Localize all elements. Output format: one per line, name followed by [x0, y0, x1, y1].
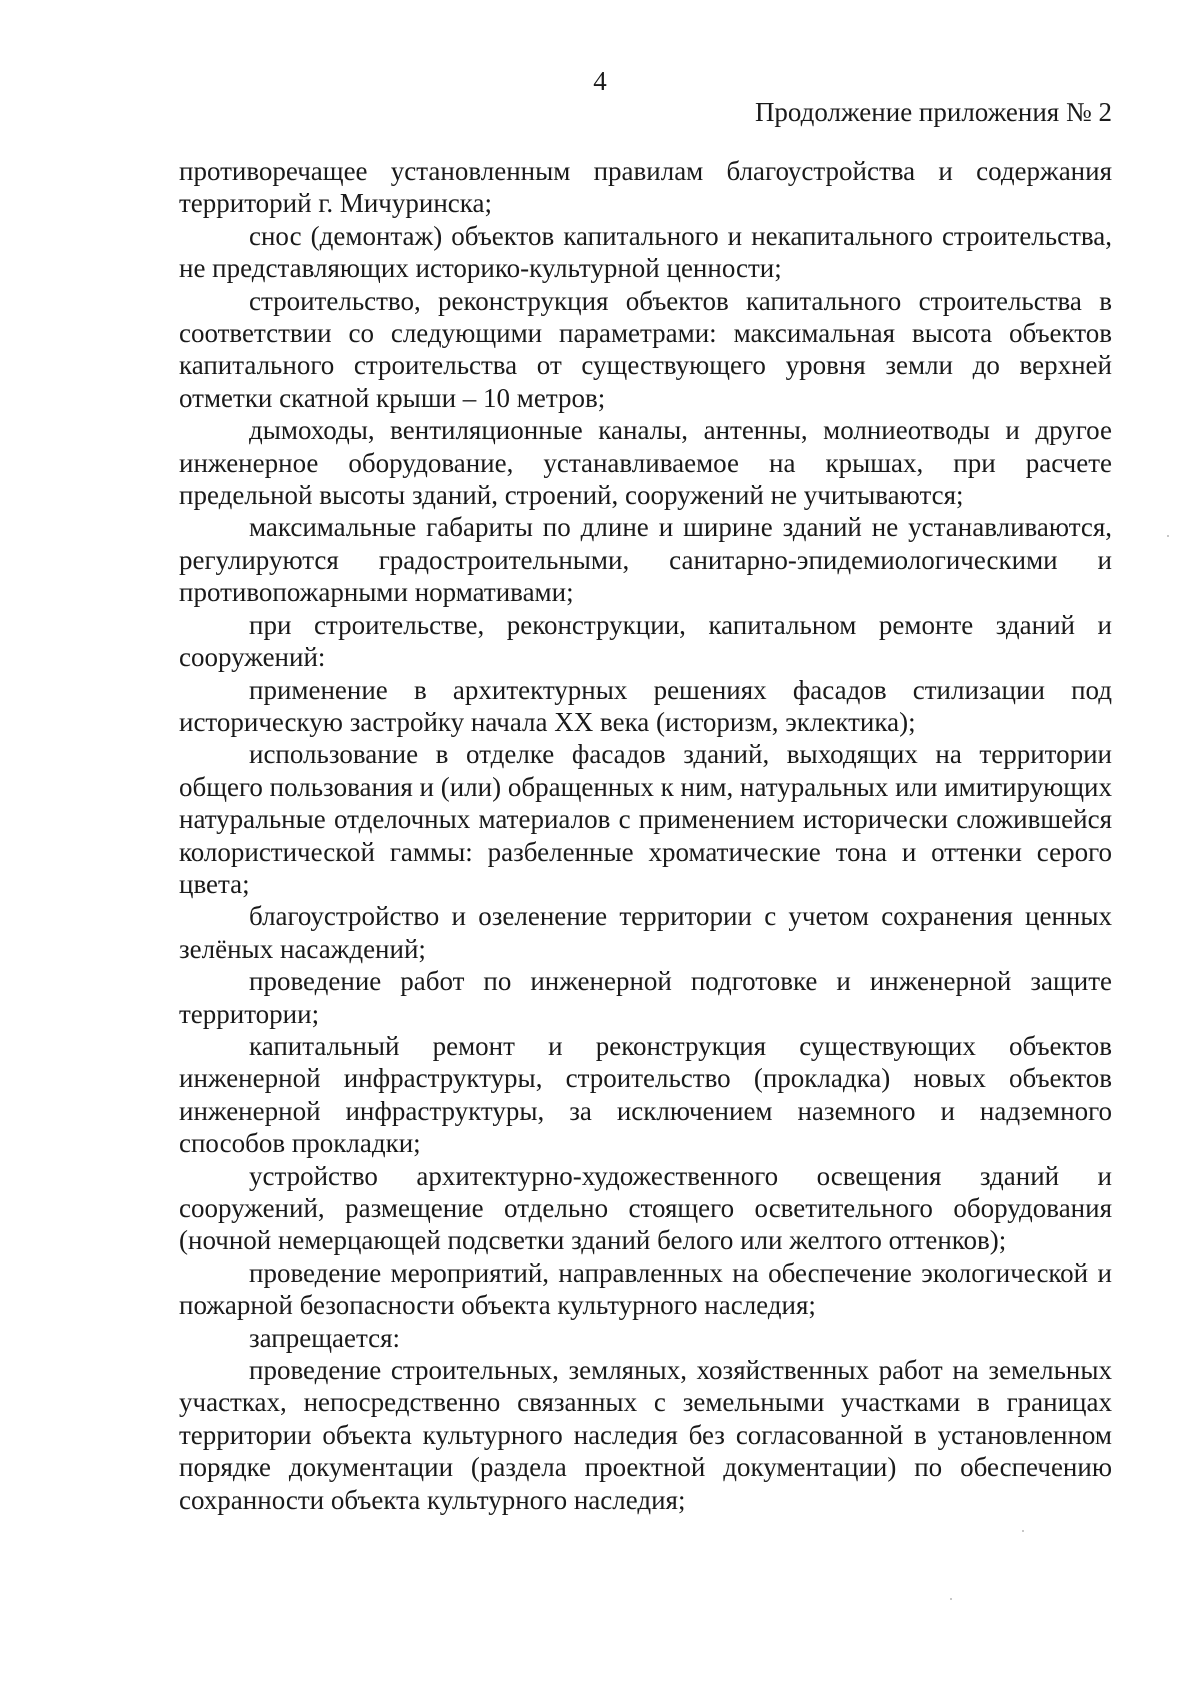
paragraph: строительство, реконструкция объектов капитального строительства в соответствии со следующими параметрами: максимальная высота объектов капитального строительства от существующего уровня земли до верхней отметки скатной крыши – 10 метров;	[179, 285, 1112, 413]
paragraph: проведение работ по инженерной подготовке и инженерной защите территории;	[179, 966, 1112, 1029]
paragraph: при строительстве, реконструкции, капитальном ремонте зданий и сооружений:	[179, 609, 1112, 673]
paragraph: дымоходы, вентиляционные каналы, антенны, молниеотводы и другое инженерное оборудование, устанавливаемое на крышах, при расчете предельной высоты зданий, строений, сооружений не учитываются;	[179, 415, 1112, 511]
paragraph: проведение мероприятий, направленных на обеспечение экологической и пожарной безопасности объекта культурного наследия;	[179, 1257, 1112, 1321]
paragraph: капитальный ремонт и реконструкция существующих объектов инженерной инфраструктуры, строительство (прокладка) новых объектов инженерной инфраструктуры, за исключением наземного и надземного способов прокладки;	[179, 1030, 1112, 1159]
scan-speck	[1167, 535, 1169, 537]
paragraph: проведение строительных, земляных, хозяйственных работ на земельных участках, непосредственно связанных с земельными участками в границах территории объекта культурного наследия без согласованной в установленном порядке документации (раздела проектной документации) по обеспечению сохранности объекта культурного наследия;	[179, 1355, 1112, 1515]
document-body	[179, 155, 1112, 1516]
paragraph: максимальные габариты по длине и ширине зданий не устанавливаются, регулируются градостроительными, санитарно-эпидемиологическими и противопожарными нормативами;	[179, 512, 1112, 608]
paragraph: благоустройство и озеленение территории с учетом сохранения ценных зелёных насаждений;	[179, 901, 1112, 964]
scan-speck	[1022, 1530, 1024, 1532]
appendix-header-note: Продолжение приложения № 2	[754, 97, 1112, 127]
scan-speck	[950, 1598, 952, 1600]
paragraph: запрещается:	[249, 1322, 401, 1353]
paragraph: противоречащее установленным правилам благоустройства и содержания территорий г. Мичуринска;	[179, 156, 1112, 219]
paragraph: применение в архитектурных решениях фасадов стилизации под историческую застройку начала XX века (историзм, эклектика);	[179, 674, 1112, 737]
paragraph: использование в отделке фасадов зданий, выходящих на территории общего пользования и (или) обращенных к ним, натуральных или имитирующих натуральные отделочных материалов с применением исторически сложившейся колористической гаммы: разбеленные хроматические тона и оттенки серого цвета;	[179, 739, 1112, 899]
paragraph: снос (демонтаж) объектов капитального и некапитального строительства, не представляющих историко-культурной ценности;	[179, 220, 1112, 284]
page-number: 4	[593, 66, 607, 96]
paragraph: устройство архитектурно-художественного освещения зданий и сооружений, размещение отдельно стоящего осветительного оборудования (ночной немерцающей подсветки зданий белого или желтого оттенков);	[179, 1160, 1112, 1256]
